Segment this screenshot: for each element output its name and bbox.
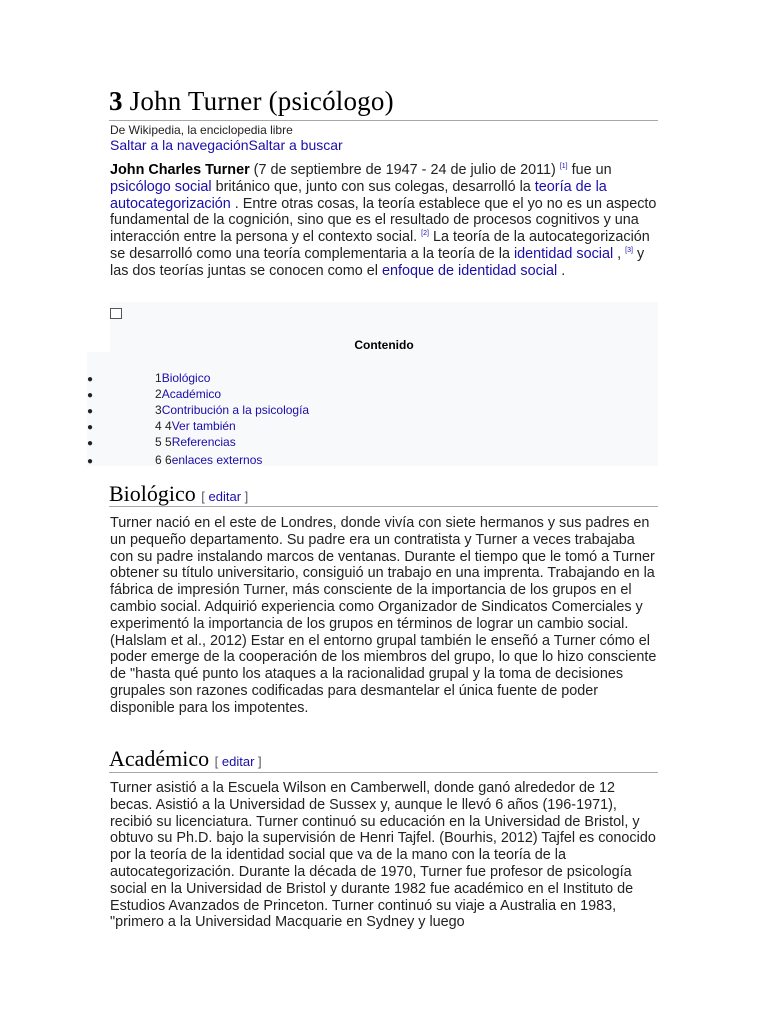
page-title <box>109 86 394 117</box>
jump-links <box>110 137 343 153</box>
link-self-categorization-theory[interactable]: teoría de la autocategorización <box>110 178 607 212</box>
toc-title: Contenido <box>354 338 414 352</box>
intro-text: . <box>557 262 566 279</box>
section-divider <box>109 506 658 507</box>
toc-bullet: ● <box>87 438 94 449</box>
reference-3[interactable]: [3] <box>625 247 633 255</box>
section-heading-biologico: Biológico [ editar ] <box>109 481 249 506</box>
intro-text: británico que, junto con sus colegas, desarrolló la <box>211 178 535 195</box>
toc-bullet: ● <box>87 406 94 417</box>
toc-item-enlaces-externos[interactable]: 6 6enlaces externos <box>155 453 263 467</box>
toc-bullet: ● <box>87 422 94 433</box>
link-social-psychologist[interactable]: psicólogo social <box>110 178 212 195</box>
toc-bullet: ● <box>87 456 94 467</box>
biologico-paragraph: Turner nació en el este de Londres, donde vivía con siete hermanos y sus padres en un pequeño departamento. Su padre era un contratista y Turner a veces trabajaba con su padre instalando marcos de ventanas. Durante el tiempo que le tomó a Turner obtener su título universitario, consiguió un trabajo en una imprenta. Trabajando en la fábrica de impresión Turner, más consciente de la importancia de los grupos en el cambio social. Adquirió experiencia como Organizador de Sindicatos Comerciales y experimentó la importancia de los grupos en términos de lograr un cambio social. (Halslam et al., 2012) Estar en el entorno grupal también le enseñó a Turner cómo el poder emerge de la cooperación de los miembros del grupo, lo que lo hizo consciente de "hasta qué punto los ataques a la racionalidad grupal y la toma de decisiones grupales son razones codificadas para desmantelar el única fuente de poder disponible para los impotentes. <box>110 515 657 716</box>
jump-to-search-link[interactable]: Saltar a buscar <box>248 137 343 153</box>
reference-2[interactable]: [2] <box>421 230 429 238</box>
toc-bullet: ● <box>87 390 94 401</box>
edit-link[interactable]: editar <box>208 489 242 504</box>
toc-item-ver-tambien[interactable]: 4 4Ver también <box>155 419 236 433</box>
life-dates: (7 de septiembre de 1947 - 24 de julio de 2011) <box>249 162 560 178</box>
intro-text: fue un <box>567 162 612 178</box>
tagline: De Wikipedia, la enciclopedia libre <box>110 123 293 137</box>
intro-text: . Entre otras cosas, la teoría establece que el yo no es un aspecto fundamental de la cognición, sino que es el resultado de procesos cognitivos y una interacción entre la persona y el contexto social. <box>110 195 657 246</box>
title-text: John Turner (psicólogo) <box>129 86 394 116</box>
subject-name: John Charles Turner <box>110 162 250 178</box>
title-number: 3 <box>109 86 123 116</box>
section-heading-academico: Académico [ editar ] <box>109 746 262 771</box>
toc-item-academico[interactable]: 2Académico <box>155 387 222 401</box>
toc-item-referencias[interactable]: 5 5Referencias <box>155 435 236 449</box>
edit-section: [ editar ] <box>201 489 249 504</box>
section-divider <box>109 772 658 773</box>
toc-item-biologico[interactable]: 1Biológico <box>155 371 211 385</box>
title-divider <box>109 120 658 121</box>
toc-item-contribucion[interactable]: 3Contribución a la psicología <box>155 403 310 417</box>
intro-paragraph <box>110 162 658 280</box>
toc-toggle-checkbox[interactable] <box>110 308 122 319</box>
reference-1[interactable]: [1] <box>559 163 568 171</box>
link-social-identity-approach[interactable]: enfoque de identidad social <box>381 262 558 279</box>
toc-bullet: ● <box>87 374 94 385</box>
edit-section: [ editar ] <box>214 754 262 769</box>
academico-paragraph: Turner asistió a la Escuela Wilson en Camberwell, donde ganó alrededor de 12 becas. Asistió a la Universidad de Sussex y, aunque le llevó 6 años (196-1971), recibió su licenciatura. Turner continuó su educación en la Universidad de Bristol, y obtuvo su Ph.D. bajo la supervisión de Henri Tajfel. (Bourhis, 2012) Tajfel es conocido por la teoría de la identidad social que va de la mano con la teoría de la autocategorización. Durante la década de 1970, Turner fue profesor de psicología social en la Universidad de Bristol y durante 1982 fue académico en el Instituto de Estudios Avanzados de Princeton. Turner continuó su viaje a Australia en 1983, "primero a la Universidad Macquarie en Sydney y luego <box>110 780 656 931</box>
intro-text: La teoría de la autocategorización se desarrolló como una teoría complementaria a la teoría de la <box>110 229 650 262</box>
intro-text: , <box>613 245 626 262</box>
jump-to-navigation-link[interactable]: Saltar a la navegación <box>110 137 249 153</box>
link-social-identity[interactable]: identidad social <box>513 245 614 262</box>
edit-link[interactable]: editar <box>221 754 255 769</box>
intro-text: y las dos teorías juntas se conocen como el <box>110 245 645 279</box>
